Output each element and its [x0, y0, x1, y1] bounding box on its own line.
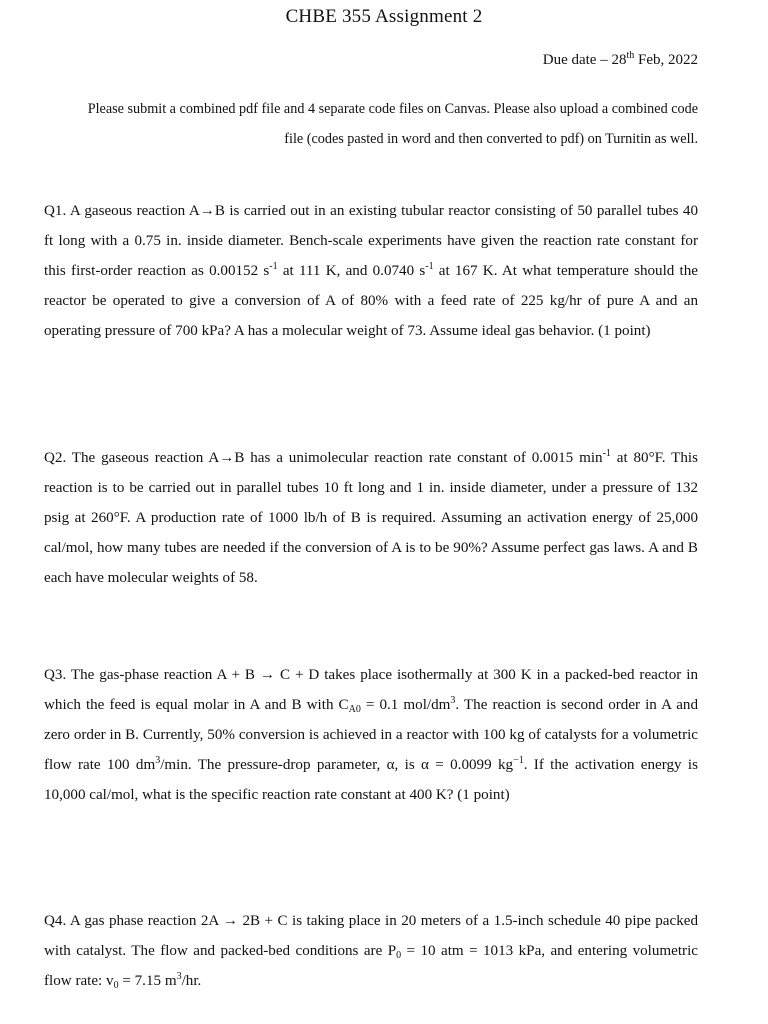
question-3: Q3. The gas-phase reaction A + B → C + D takes place isothermally at 300 K in a packed-bed reactor in which the feed is equal molar in A and B with $C_{A0} = 0.1$ mol/$dm^3$. The reaction is second order in A and zero order in B. Currently, 50% conversion is achieved in a reactor with 100 kg of catalysts for a volumetric flow rate 100 $dm^3/\min$. The pressure-drop parameter, α, is α = 0.0099 $kg^{-1}$. If the activation energy is 10,000 cal/mol, what is the specific reaction rate constant at 400 K? (1 point) — [44, 667, 698, 803]
question-4: Q4. A gas phase reaction 2A → 2B + C is taking place in 20 meters of a 1.5-inch schedule 40 pipe packed with catalyst. The flow and packed-bed conditions are $P_0 = 10$ atm = 1013 kPa, and entering volumetric flow rate: $v_0 = 7.15$ $m^3/hr$. — [44, 913, 698, 991]
question-1: Q1. A gaseous reaction A→B is carried out in an existing tubular reactor consisting of 50 parallel tubes 40 ft long with a 0.75 in. inside diameter. Bench-scale experiments have given the reaction rate constant for this first-order reaction as 0.00152 $s^{-1}$ at 111 K, and 0.0740 $s^{-1}$ at 167 K. At what temperature should the reactor be operated to give a conversion of A of 80% with a feed rate of 225 kg/hr of pure A and an operating pressure of 700 kPa? A has a molecular weight of 73. Assume ideal gas behavior. (1 point) — [44, 203, 698, 339]
page-title: CHBE 355 Assignment 2 — [285, 6, 483, 27]
due-date: Due date – 28th Feb, 2022 — [542, 50, 698, 68]
submission-instructions: Please submit a combined pdf file and 4 separate code files on Canvas. Please also upload a combined code file (codes pasted in word and then converted to pdf) on Turnitin as well. — [87, 101, 698, 147]
question-2: Q2. The gaseous reaction A→B has a unimolecular reaction rate constant of 0.0015 $\min^{-1}$ at 80°F. This reaction is to be carried out in parallel tubes 10 ft long and 1 in. inside diameter, under a pressure of 132 psig at 260°F. A production rate of 1000 lb/h of B is required. Assuming an activation energy of 25,000 cal/mol, how many tubes are needed if the conversion of A is to be 90%? Assume perfect gas laws. A and B each have molecular weights of 58. — [44, 448, 698, 586]
